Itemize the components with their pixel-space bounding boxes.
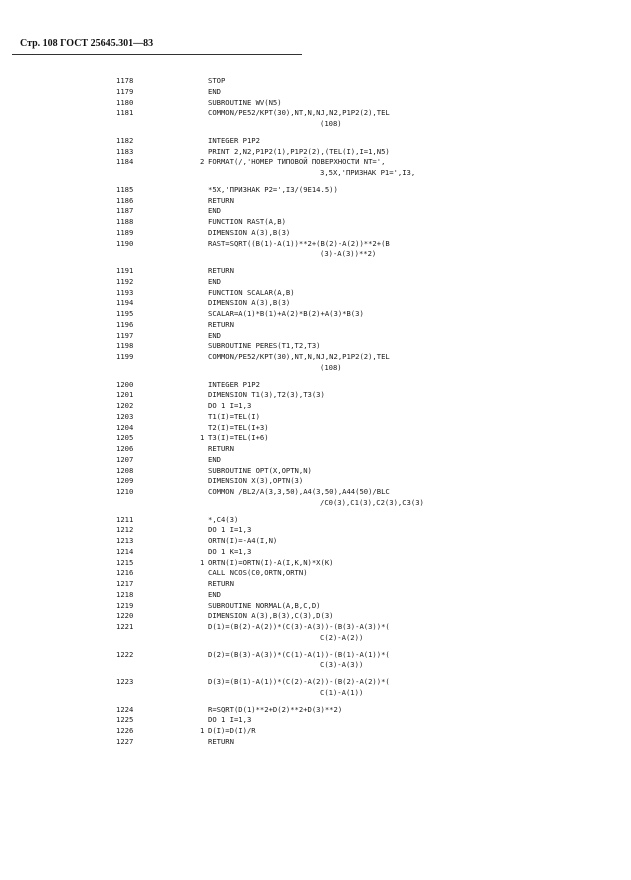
code-continuation: 3,5X,'ПРИЗНАК P1=',I3, <box>320 168 416 177</box>
code-line: FORMAT(/,'НОМЕР ТИПОВОЙ ПОВЕРХНОСТИ NT=', <box>208 157 386 167</box>
line-number: 1218 <box>116 589 134 599</box>
code-line: END <box>208 276 221 286</box>
code-line: END <box>208 206 221 216</box>
line-number: 1206 <box>116 444 134 453</box>
code-continuation: (3)-A(3))**2) <box>320 249 377 259</box>
line-number: 1178 <box>116 76 134 85</box>
line-number: 1210 <box>116 487 134 496</box>
line-number: 1207 <box>116 454 134 464</box>
code-line: ORTN(I)=ORTN(I)-A(I,K,N)*X(K) <box>208 557 334 567</box>
code-line: SCALAR=A(1)*B(1)+A(2)*B(2)+A(3)*B(3) <box>208 309 364 318</box>
code-line: DIMENSION A(3),B(3) <box>208 227 291 237</box>
code-line: DIMENSION A(3),B(3),C(3),D(3) <box>208 611 334 621</box>
code-line: DO 1 I=1,3 <box>208 401 252 410</box>
line-number: 1215 <box>116 557 134 567</box>
code-continuation: /C0(3),C1(3),C2(3),C3(3) <box>320 497 424 507</box>
line-number: 1203 <box>116 411 134 421</box>
statement-label: 1 <box>200 433 205 443</box>
code-line: FUNCTION RAST(A,B) <box>208 217 286 226</box>
line-number: 1211 <box>116 514 134 524</box>
line-number: 1213 <box>116 536 134 545</box>
line-number: 1179 <box>116 86 134 96</box>
line-number: 1182 <box>116 135 134 145</box>
code-line: DO 1 I=1,3 <box>208 525 252 535</box>
line-number: 1191 <box>116 266 134 275</box>
line-number: 1212 <box>116 525 134 535</box>
statement-label: 1 <box>200 557 205 567</box>
line-number: 1189 <box>116 227 134 237</box>
code-line: COMMON /BL2/A(3,3,50),A4(3,50),A44(50)/BLC <box>208 487 390 496</box>
code-line: COMMON/PE52/KPT(30),NT,N,NJ,N2,P1P2(2),TEL <box>208 108 390 118</box>
code-line: RETURN <box>208 444 234 453</box>
code-line: *5X,'ПРИЗНАК P2=',I3/(9E14.5)) <box>208 184 338 194</box>
code-line: CALL NCOS(C0,ORTN,ORTN) <box>208 568 308 578</box>
line-number: 1186 <box>116 195 134 205</box>
code-line: COMMON/PE52/KPT(30),NT,N,NJ,N2,P1P2(2),TEL <box>208 352 390 361</box>
line-number: 1195 <box>116 309 134 318</box>
code-line: PRINT 2,N2,P1P2(1),P1P2(2),(TEL(I),I=1,N5) <box>208 146 390 156</box>
code-line: RETURN <box>208 195 234 205</box>
line-number: 1226 <box>116 726 134 735</box>
code-line: SUBROUTINE NORMAL(A,B,C,D) <box>208 600 321 610</box>
line-number: 1185 <box>116 184 134 194</box>
line-number: 1192 <box>116 276 134 286</box>
code-line: T1(I)=TEL(I) <box>208 411 260 421</box>
code-line: SUBROUTINE PERES(T1,T2,T3) <box>208 341 321 351</box>
code-line: END <box>208 86 221 96</box>
code-line: DIMENSION X(3),OPTN(3) <box>208 476 304 486</box>
line-number: 1199 <box>116 352 134 361</box>
line-number: 1208 <box>116 465 134 475</box>
line-number: 1180 <box>116 97 134 107</box>
code-line: DO 1 I=1,3 <box>208 715 252 725</box>
line-number: 1216 <box>116 568 134 578</box>
line-number: 1214 <box>116 546 134 556</box>
statement-label: 2 <box>200 157 205 167</box>
code-line: *,C4(3) <box>208 514 239 524</box>
code-line: INTEGER P1P2 <box>208 135 260 145</box>
line-number: 1188 <box>116 217 134 226</box>
code-line: RETURN <box>208 579 234 588</box>
code-line: T2(I)=TEL(I+3) <box>208 422 269 432</box>
line-number: 1225 <box>116 715 134 725</box>
line-number: 1187 <box>116 206 134 216</box>
line-number: 1193 <box>116 287 134 297</box>
code-continuation: C(2)-A(2)) <box>320 632 364 642</box>
line-number: 1222 <box>116 649 134 659</box>
line-number: 1209 <box>116 476 134 486</box>
code-line: INTEGER P1P2 <box>208 379 260 389</box>
code-line: END <box>208 330 221 340</box>
code-line: DIMENSION T1(3),T2(3),T3(3) <box>208 390 325 400</box>
code-line: D(2)=(B(3)-A(3))*(C(1)-A(1))-(B(1)-A(1))*( <box>208 649 390 659</box>
line-number: 1194 <box>116 298 134 308</box>
line-number: 1223 <box>116 677 134 686</box>
line-number: 1200 <box>116 379 134 389</box>
code-continuation: (108) <box>320 362 342 372</box>
code-line: D(I)=D(I)/R <box>208 726 256 735</box>
line-number: 1224 <box>116 704 134 714</box>
line-number: 1220 <box>116 611 134 621</box>
code-line: END <box>208 454 221 464</box>
line-number: 1205 <box>116 433 134 443</box>
page-header: Стр. 108 ГОСТ 25645.301—83 <box>20 38 154 49</box>
code-line: T3(I)=TEL(I+6) <box>208 433 269 443</box>
line-number: 1201 <box>116 390 134 400</box>
code-line: D(1)=(B(2)-A(2))*(C(3)-A(3))-(B(3)-A(3))*( <box>208 622 390 631</box>
line-number: 1204 <box>116 422 134 432</box>
line-number: 1183 <box>116 146 134 156</box>
line-number: 1198 <box>116 341 134 351</box>
statement-label: 1 <box>200 726 205 735</box>
code-line: END <box>208 589 221 599</box>
code-line: RAST=SQRT((B(1)-A(1))**2+(B(2)-A(2))**2+(B <box>208 238 390 248</box>
code-line: ORTN(I)=-A4(I,N) <box>208 536 278 545</box>
line-number: 1181 <box>116 108 134 118</box>
code-line: FUNCTION SCALAR(A,B) <box>208 287 295 297</box>
code-continuation: (108) <box>320 119 342 128</box>
code-line: STOP <box>208 76 226 85</box>
line-number: 1184 <box>116 157 134 167</box>
line-number: 1217 <box>116 579 134 588</box>
line-number: 1227 <box>116 736 134 746</box>
line-number: 1197 <box>116 330 134 340</box>
code-line: DO 1 K=1,3 <box>208 546 252 556</box>
code-continuation: C(1)-A(1)) <box>320 687 364 697</box>
code-line: DIMENSION A(3),B(3) <box>208 298 291 308</box>
line-number: 1219 <box>116 600 134 610</box>
line-number: 1190 <box>116 238 134 248</box>
code-line: D(3)=(B(1)-A(1))*(C(2)-A(2))-(B(2)-A(2))*( <box>208 677 390 686</box>
code-line: SUBROUTINE OPT(X,OPTN,N) <box>208 465 312 475</box>
code-line: SUBROUTINE WV(N5) <box>208 97 282 107</box>
header-rule <box>12 54 302 55</box>
code-line: RETURN <box>208 319 234 329</box>
code-line: RETURN <box>208 736 234 746</box>
line-number: 1196 <box>116 319 134 329</box>
line-number: 1221 <box>116 622 134 631</box>
line-number: 1202 <box>116 401 134 410</box>
code-line: RETURN <box>208 266 234 275</box>
code-line: R=SQRT(D(1)**2+D(2)**2+D(3)**2) <box>208 704 343 714</box>
code-continuation: C(3)-A(3)) <box>320 660 364 670</box>
